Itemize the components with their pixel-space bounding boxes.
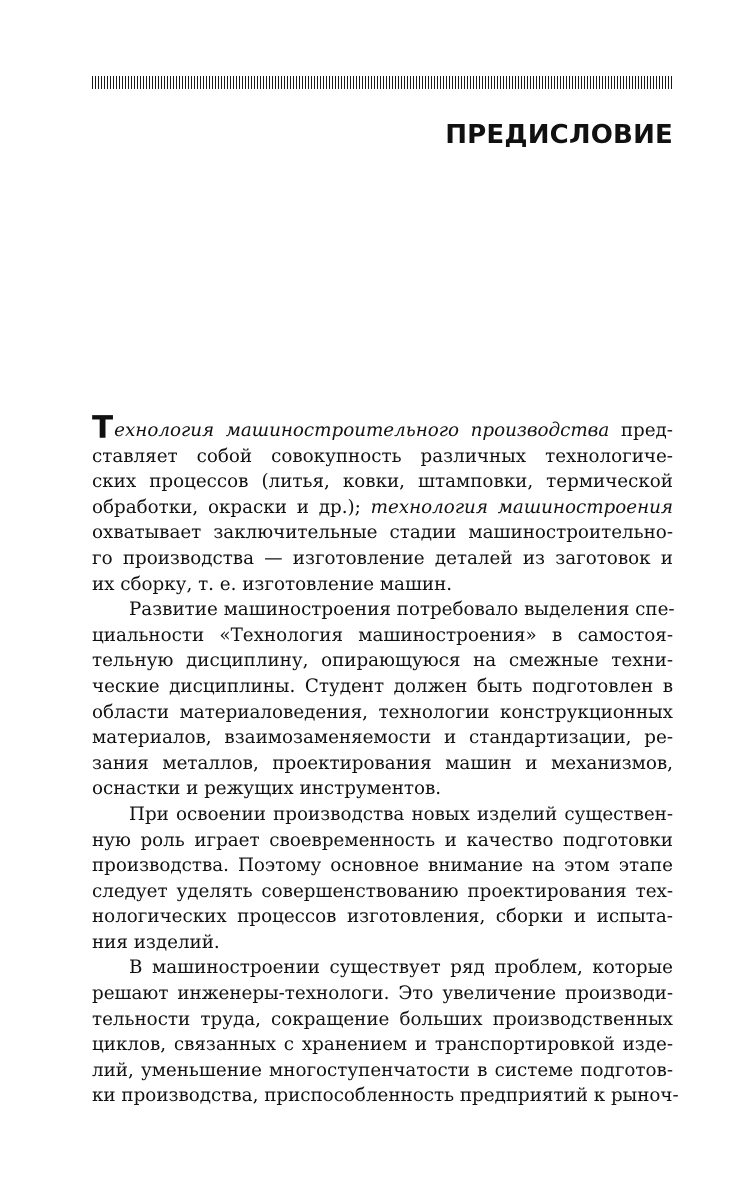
text-run: лий, уменьшение многоступенчатости в системе подготов- bbox=[92, 1059, 673, 1081]
text-line bbox=[92, 955, 673, 981]
paragraph bbox=[92, 802, 673, 956]
text-run: го производства — изготовление деталей из заготовок и bbox=[92, 547, 673, 569]
text-run: обработки, окраски и др.); bbox=[92, 496, 371, 518]
drop-cap-letter: Т bbox=[92, 410, 114, 446]
text-line bbox=[92, 572, 673, 598]
text-run: пред- bbox=[609, 420, 673, 441]
text-line bbox=[92, 1058, 673, 1084]
text-run: следует уделять совершенствованию проектирования тех- bbox=[92, 880, 673, 902]
italic-term: технология машиностроения bbox=[370, 496, 673, 518]
text-run: охватывает заключительные стадии машиностроительно- bbox=[92, 522, 673, 544]
text-run: ских процессов (литья, ковки, штамповки, термической bbox=[92, 471, 673, 493]
text-run: нологических процессов изготовления, сборки и испыта- bbox=[92, 906, 673, 928]
text-run: При освоении производства новых изделий существен- bbox=[129, 803, 673, 825]
text-line bbox=[92, 410, 673, 446]
text-line bbox=[92, 879, 673, 905]
text-line bbox=[92, 674, 673, 700]
text-line bbox=[92, 930, 673, 956]
text-run: производства. Поэтому основное внимание на этом этапе bbox=[92, 855, 673, 877]
text-run: Развитие машиностроения потребовало выделения спе- bbox=[129, 599, 675, 621]
text-line bbox=[92, 725, 673, 751]
decorative-top-rule bbox=[92, 76, 673, 89]
text-line bbox=[92, 776, 673, 802]
text-run: циальности «Технология машиностроения» в самостоя- bbox=[92, 624, 673, 646]
text-run: ки производства, приспособленность предприятий к рыноч- bbox=[92, 1085, 679, 1107]
text-line bbox=[92, 520, 673, 546]
text-line bbox=[92, 546, 673, 572]
text-run: материалов, взаимозаменяемости и стандартизации, ре- bbox=[92, 727, 673, 749]
text-run: ния изделий. bbox=[92, 931, 220, 953]
text-run: их сборку, т. е. изготовление машин. bbox=[92, 573, 453, 595]
text-line bbox=[92, 597, 673, 623]
italic-term: ехнология машиностроительного производства bbox=[114, 420, 610, 441]
page-heading: ПРЕДИСЛОВИЕ bbox=[445, 120, 673, 150]
text-line bbox=[92, 981, 673, 1007]
text-run: ческие дисциплины. Студент должен быть подготовлен в bbox=[92, 675, 673, 697]
text-line bbox=[92, 648, 673, 674]
text-line bbox=[92, 1083, 679, 1109]
text-run: области материаловедения, технологии конструкционных bbox=[92, 701, 673, 723]
text-line bbox=[92, 623, 673, 649]
body-text bbox=[92, 410, 679, 1109]
text-line bbox=[92, 1032, 673, 1058]
text-run: оснастки и режущих инструментов. bbox=[92, 778, 442, 800]
text-line bbox=[92, 802, 673, 828]
paragraph bbox=[92, 955, 679, 1109]
text-line bbox=[92, 469, 673, 495]
text-line bbox=[92, 444, 673, 470]
text-run: зания металлов, проектирования машин и механизмов, bbox=[92, 752, 673, 774]
text-line bbox=[92, 828, 673, 854]
text-run: циклов, связанных с хранением и транспортировкой изде- bbox=[92, 1034, 673, 1056]
text-run: В машиностроении существует ряд проблем, которые bbox=[129, 957, 673, 979]
text-line bbox=[92, 904, 673, 930]
text-line bbox=[92, 495, 673, 521]
text-run: тельную дисциплину, опирающуюся на смежные техни- bbox=[92, 650, 673, 672]
text-run: тельности труда, сокращение больших производственных bbox=[92, 1008, 673, 1030]
paragraph bbox=[92, 410, 673, 597]
text-line bbox=[92, 1007, 673, 1033]
paragraph bbox=[92, 597, 673, 802]
text-line bbox=[92, 853, 673, 879]
text-line bbox=[92, 700, 673, 726]
text-run: ную роль играет своевременность и качество подготовки bbox=[92, 829, 673, 851]
text-line bbox=[92, 751, 673, 777]
text-run: решают инженеры-технологи. Это увеличение производи- bbox=[92, 983, 673, 1005]
text-run: ставляет собой совокупность различных технологиче- bbox=[92, 445, 673, 467]
